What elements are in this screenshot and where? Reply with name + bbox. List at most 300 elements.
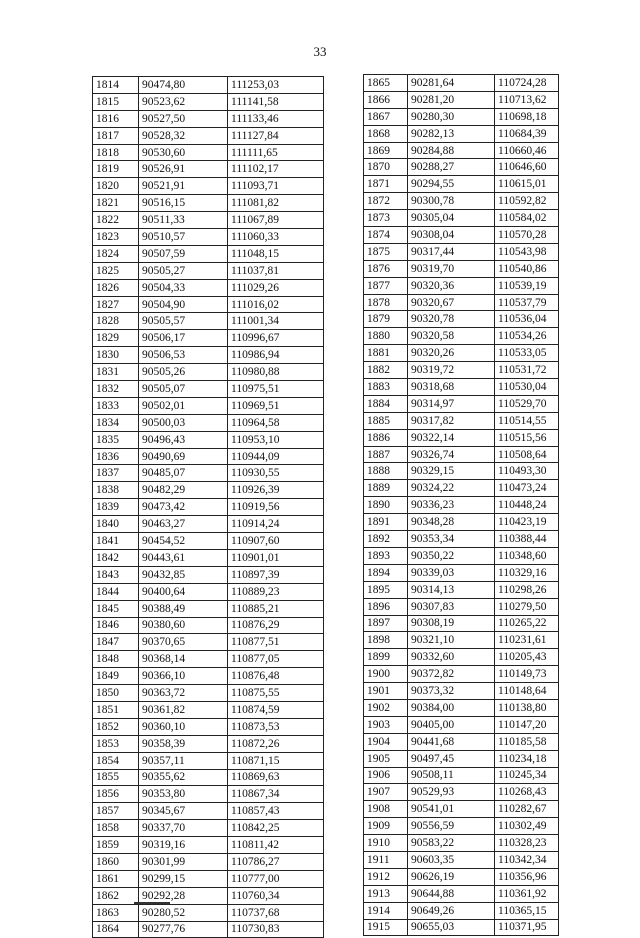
point-number-cell: 1896 xyxy=(364,598,408,615)
table-row xyxy=(364,497,559,514)
table-body xyxy=(364,75,559,936)
point-number-cell: 1867 xyxy=(364,108,408,125)
y-coordinate-cell: 111141,58 xyxy=(228,93,324,110)
table-row xyxy=(93,381,324,398)
y-coordinate-cell: 110876,48 xyxy=(228,668,324,685)
point-number-cell: 1837 xyxy=(93,465,139,482)
x-coordinate-cell: 90655,03 xyxy=(408,919,495,936)
x-coordinate-cell: 90516,15 xyxy=(139,195,228,212)
table-row xyxy=(93,718,324,735)
y-coordinate-cell: 110148,64 xyxy=(495,683,559,700)
point-number-cell: 1905 xyxy=(364,750,408,767)
y-coordinate-cell: 110328,23 xyxy=(495,835,559,852)
point-number-cell: 1844 xyxy=(93,583,139,600)
y-coordinate-cell: 110889,23 xyxy=(228,583,324,600)
table-row xyxy=(93,516,324,533)
x-coordinate-cell: 90319,70 xyxy=(408,260,495,277)
y-coordinate-cell: 110329,16 xyxy=(495,564,559,581)
point-number-cell: 1859 xyxy=(93,837,139,854)
y-coordinate-cell: 110964,58 xyxy=(228,414,324,431)
y-coordinate-cell: 111093,71 xyxy=(228,178,324,195)
point-number-cell: 1832 xyxy=(93,381,139,398)
point-number-cell: 1901 xyxy=(364,683,408,700)
x-coordinate-cell: 90508,11 xyxy=(408,767,495,784)
point-number-cell: 1842 xyxy=(93,549,139,566)
y-coordinate-cell: 110857,43 xyxy=(228,803,324,820)
y-coordinate-cell: 110919,56 xyxy=(228,499,324,516)
table-row xyxy=(364,227,559,244)
table-row xyxy=(93,178,324,195)
y-coordinate-cell: 110348,60 xyxy=(495,547,559,564)
x-coordinate-cell: 90649,26 xyxy=(408,902,495,919)
table-row xyxy=(364,699,559,716)
x-coordinate-cell: 90321,10 xyxy=(408,632,495,649)
x-coordinate-cell: 90284,88 xyxy=(408,142,495,159)
y-coordinate-cell: 111253,03 xyxy=(228,77,324,94)
point-number-cell: 1873 xyxy=(364,210,408,227)
y-coordinate-cell: 110872,26 xyxy=(228,735,324,752)
point-number-cell: 1821 xyxy=(93,195,139,212)
x-coordinate-cell: 90441,68 xyxy=(408,733,495,750)
point-number-cell: 1883 xyxy=(364,379,408,396)
y-coordinate-cell: 110149,73 xyxy=(495,666,559,683)
y-coordinate-cell: 110584,02 xyxy=(495,210,559,227)
table-row xyxy=(93,837,324,854)
table-row xyxy=(93,110,324,127)
table-row xyxy=(364,851,559,868)
table-row xyxy=(93,431,324,448)
table-row xyxy=(364,75,559,92)
x-coordinate-cell: 90504,90 xyxy=(139,296,228,313)
x-coordinate-cell: 90348,28 xyxy=(408,514,495,531)
table-row xyxy=(93,887,324,904)
x-coordinate-cell: 90288,27 xyxy=(408,159,495,176)
y-coordinate-cell: 111060,33 xyxy=(228,229,324,246)
x-coordinate-cell: 90372,82 xyxy=(408,666,495,683)
table-row xyxy=(364,716,559,733)
point-number-cell: 1868 xyxy=(364,125,408,142)
table-row xyxy=(93,245,324,262)
point-number-cell: 1849 xyxy=(93,668,139,685)
y-coordinate-cell: 110875,55 xyxy=(228,685,324,702)
y-coordinate-cell: 110493,30 xyxy=(495,463,559,480)
y-coordinate-cell: 110508,64 xyxy=(495,446,559,463)
x-coordinate-cell: 90541,01 xyxy=(408,801,495,818)
point-number-cell: 1860 xyxy=(93,853,139,870)
point-number-cell: 1847 xyxy=(93,634,139,651)
table-row xyxy=(364,108,559,125)
y-coordinate-cell: 110531,72 xyxy=(495,362,559,379)
point-number-cell: 1904 xyxy=(364,733,408,750)
table-row xyxy=(93,195,324,212)
table-row xyxy=(93,600,324,617)
x-coordinate-cell: 90280,52 xyxy=(139,904,228,921)
y-coordinate-cell: 110944,09 xyxy=(228,448,324,465)
table-row xyxy=(364,311,559,328)
y-coordinate-cell: 110969,51 xyxy=(228,397,324,414)
y-coordinate-cell: 110760,34 xyxy=(228,887,324,904)
point-number-cell: 1906 xyxy=(364,767,408,784)
y-coordinate-cell: 110698,18 xyxy=(495,108,559,125)
y-coordinate-cell: 110996,67 xyxy=(228,330,324,347)
point-number-cell: 1899 xyxy=(364,649,408,666)
point-number-cell: 1826 xyxy=(93,279,139,296)
x-coordinate-cell: 90366,10 xyxy=(139,668,228,685)
table-row xyxy=(93,262,324,279)
y-coordinate-cell: 110361,92 xyxy=(495,885,559,902)
point-number-cell: 1825 xyxy=(93,262,139,279)
table-row xyxy=(364,142,559,159)
y-coordinate-cell: 110234,18 xyxy=(495,750,559,767)
x-coordinate-cell: 90505,07 xyxy=(139,381,228,398)
y-coordinate-cell: 110930,55 xyxy=(228,465,324,482)
x-coordinate-cell: 90521,91 xyxy=(139,178,228,195)
table-row xyxy=(93,499,324,516)
point-number-cell: 1872 xyxy=(364,193,408,210)
table-row xyxy=(93,229,324,246)
x-coordinate-cell: 90497,45 xyxy=(408,750,495,767)
y-coordinate-cell: 110473,24 xyxy=(495,480,559,497)
x-coordinate-cell: 90626,19 xyxy=(408,868,495,885)
point-number-cell: 1858 xyxy=(93,820,139,837)
y-coordinate-cell: 110534,26 xyxy=(495,328,559,345)
x-coordinate-cell: 90485,07 xyxy=(139,465,228,482)
y-coordinate-cell: 110530,04 xyxy=(495,379,559,396)
x-coordinate-cell: 90299,15 xyxy=(139,870,228,887)
y-coordinate-cell: 110897,39 xyxy=(228,566,324,583)
table-row xyxy=(93,870,324,887)
table-row xyxy=(364,412,559,429)
table-row xyxy=(93,212,324,229)
x-coordinate-cell: 90280,30 xyxy=(408,108,495,125)
table-row xyxy=(93,330,324,347)
table-row xyxy=(364,835,559,852)
table-row xyxy=(364,581,559,598)
table-row xyxy=(364,260,559,277)
point-number-cell: 1870 xyxy=(364,159,408,176)
point-number-cell: 1878 xyxy=(364,294,408,311)
y-coordinate-cell: 110371,95 xyxy=(495,919,559,936)
y-coordinate-cell: 110724,28 xyxy=(495,75,559,92)
x-coordinate-cell: 90307,83 xyxy=(408,598,495,615)
table-row xyxy=(364,125,559,142)
y-coordinate-cell: 110811,42 xyxy=(228,837,324,854)
point-number-cell: 1839 xyxy=(93,499,139,516)
point-number-cell: 1897 xyxy=(364,615,408,632)
x-coordinate-cell: 90523,62 xyxy=(139,93,228,110)
table-row xyxy=(364,598,559,615)
point-number-cell: 1863 xyxy=(93,904,139,921)
x-coordinate-cell: 90506,17 xyxy=(139,330,228,347)
point-number-cell: 1888 xyxy=(364,463,408,480)
point-number-cell: 1866 xyxy=(364,91,408,108)
x-coordinate-cell: 90337,70 xyxy=(139,820,228,837)
x-coordinate-cell: 90370,65 xyxy=(139,634,228,651)
point-number-cell: 1890 xyxy=(364,497,408,514)
x-coordinate-cell: 90528,32 xyxy=(139,127,228,144)
y-coordinate-cell: 111081,82 xyxy=(228,195,324,212)
x-coordinate-cell: 90500,03 xyxy=(139,414,228,431)
table-row xyxy=(364,193,559,210)
point-number-cell: 1915 xyxy=(364,919,408,936)
x-coordinate-cell: 90361,82 xyxy=(139,701,228,718)
y-coordinate-cell: 110302,49 xyxy=(495,818,559,835)
x-coordinate-cell: 90506,53 xyxy=(139,347,228,364)
table-row xyxy=(93,397,324,414)
x-coordinate-cell: 90294,55 xyxy=(408,176,495,193)
point-number-cell: 1895 xyxy=(364,581,408,598)
point-number-cell: 1833 xyxy=(93,397,139,414)
y-coordinate-cell: 110448,24 xyxy=(495,497,559,514)
x-coordinate-cell: 90368,14 xyxy=(139,651,228,668)
point-number-cell: 1910 xyxy=(364,835,408,852)
point-number-cell: 1862 xyxy=(93,887,139,904)
x-coordinate-cell: 90505,26 xyxy=(139,364,228,381)
table-row xyxy=(93,685,324,702)
y-coordinate-cell: 110646,60 xyxy=(495,159,559,176)
table-row xyxy=(93,786,324,803)
y-coordinate-cell: 111111,65 xyxy=(228,144,324,161)
table-row xyxy=(364,210,559,227)
point-number-cell: 1876 xyxy=(364,260,408,277)
x-coordinate-cell: 90644,88 xyxy=(408,885,495,902)
table-row xyxy=(93,583,324,600)
x-coordinate-cell: 90320,36 xyxy=(408,277,495,294)
table-row xyxy=(93,566,324,583)
y-coordinate-cell: 110536,04 xyxy=(495,311,559,328)
y-coordinate-cell: 110529,70 xyxy=(495,395,559,412)
x-coordinate-cell: 90400,64 xyxy=(139,583,228,600)
table-row xyxy=(93,93,324,110)
y-coordinate-cell: 110533,05 xyxy=(495,345,559,362)
table-row xyxy=(364,818,559,835)
y-coordinate-cell: 110926,39 xyxy=(228,482,324,499)
y-coordinate-cell: 110537,79 xyxy=(495,294,559,311)
table-row xyxy=(364,649,559,666)
table-row xyxy=(364,277,559,294)
table-row xyxy=(93,77,324,94)
y-coordinate-cell: 111016,02 xyxy=(228,296,324,313)
point-number-cell: 1834 xyxy=(93,414,139,431)
table-row xyxy=(364,547,559,564)
y-coordinate-cell: 110975,51 xyxy=(228,381,324,398)
point-number-cell: 1903 xyxy=(364,716,408,733)
x-coordinate-cell: 90357,11 xyxy=(139,752,228,769)
x-coordinate-cell: 90603,35 xyxy=(408,851,495,868)
y-coordinate-cell: 110885,21 xyxy=(228,600,324,617)
point-number-cell: 1835 xyxy=(93,431,139,448)
table-row xyxy=(93,904,324,921)
y-coordinate-cell: 110540,86 xyxy=(495,260,559,277)
y-coordinate-cell: 110615,01 xyxy=(495,176,559,193)
table-row xyxy=(93,533,324,550)
y-coordinate-cell: 110869,63 xyxy=(228,769,324,786)
y-coordinate-cell: 110231,61 xyxy=(495,632,559,649)
table-row xyxy=(93,448,324,465)
table-row xyxy=(364,564,559,581)
point-number-cell: 1840 xyxy=(93,516,139,533)
point-number-cell: 1827 xyxy=(93,296,139,313)
x-coordinate-cell: 90443,61 xyxy=(139,549,228,566)
table-row xyxy=(364,379,559,396)
point-number-cell: 1857 xyxy=(93,803,139,820)
y-coordinate-cell: 110777,00 xyxy=(228,870,324,887)
table-body xyxy=(93,77,324,938)
x-coordinate-cell: 90319,16 xyxy=(139,837,228,854)
point-number-cell: 1831 xyxy=(93,364,139,381)
table-row xyxy=(364,666,559,683)
point-number-cell: 1887 xyxy=(364,446,408,463)
table-row xyxy=(93,803,324,820)
point-number-cell: 1836 xyxy=(93,448,139,465)
point-number-cell: 1850 xyxy=(93,685,139,702)
x-coordinate-cell: 90345,67 xyxy=(139,803,228,820)
page-number: 33 xyxy=(313,44,327,59)
x-coordinate-cell: 90380,60 xyxy=(139,617,228,634)
table-row xyxy=(93,853,324,870)
x-coordinate-cell: 90332,60 xyxy=(408,649,495,666)
table-row xyxy=(93,279,324,296)
y-coordinate-cell: 111127,84 xyxy=(228,127,324,144)
table-row xyxy=(93,465,324,482)
x-coordinate-cell: 90529,93 xyxy=(408,784,495,801)
point-number-cell: 1908 xyxy=(364,801,408,818)
point-number-cell: 1848 xyxy=(93,651,139,668)
table-row xyxy=(364,750,559,767)
y-coordinate-cell: 110953,10 xyxy=(228,431,324,448)
x-coordinate-cell: 90505,57 xyxy=(139,313,228,330)
point-number-cell: 1871 xyxy=(364,176,408,193)
point-number-cell: 1861 xyxy=(93,870,139,887)
point-number-cell: 1846 xyxy=(93,617,139,634)
point-number-cell: 1824 xyxy=(93,245,139,262)
point-number-cell: 1838 xyxy=(93,482,139,499)
y-coordinate-cell: 110842,25 xyxy=(228,820,324,837)
x-coordinate-cell: 90314,97 xyxy=(408,395,495,412)
point-number-cell: 1900 xyxy=(364,666,408,683)
y-coordinate-cell: 110388,44 xyxy=(495,531,559,548)
x-coordinate-cell: 90556,59 xyxy=(408,818,495,835)
y-coordinate-cell: 110539,19 xyxy=(495,277,559,294)
point-number-cell: 1820 xyxy=(93,178,139,195)
y-coordinate-cell: 110570,28 xyxy=(495,227,559,244)
point-number-cell: 1815 xyxy=(93,93,139,110)
point-number-cell: 1853 xyxy=(93,735,139,752)
x-coordinate-cell: 90324,22 xyxy=(408,480,495,497)
table-row xyxy=(93,752,324,769)
x-coordinate-cell: 90322,14 xyxy=(408,429,495,446)
x-coordinate-cell: 90300,78 xyxy=(408,193,495,210)
point-number-cell: 1822 xyxy=(93,212,139,229)
table-row xyxy=(364,919,559,936)
point-number-cell: 1823 xyxy=(93,229,139,246)
x-coordinate-cell: 90339,03 xyxy=(408,564,495,581)
point-number-cell: 1869 xyxy=(364,142,408,159)
table-row xyxy=(93,296,324,313)
point-number-cell: 1851 xyxy=(93,701,139,718)
x-coordinate-cell: 90507,59 xyxy=(139,245,228,262)
point-number-cell: 1891 xyxy=(364,514,408,531)
x-coordinate-cell: 90318,68 xyxy=(408,379,495,396)
x-coordinate-cell: 90502,01 xyxy=(139,397,228,414)
x-coordinate-cell: 90281,20 xyxy=(408,91,495,108)
point-number-cell: 1828 xyxy=(93,313,139,330)
x-coordinate-cell: 90526,91 xyxy=(139,161,228,178)
point-number-cell: 1914 xyxy=(364,902,408,919)
x-coordinate-cell: 90305,04 xyxy=(408,210,495,227)
point-number-cell: 1898 xyxy=(364,632,408,649)
table-row xyxy=(93,161,324,178)
table-row xyxy=(364,429,559,446)
y-coordinate-cell: 110874,59 xyxy=(228,701,324,718)
y-coordinate-cell: 111029,26 xyxy=(228,279,324,296)
y-coordinate-cell: 110914,24 xyxy=(228,516,324,533)
table-row xyxy=(364,159,559,176)
y-coordinate-cell: 110279,50 xyxy=(495,598,559,615)
table-row xyxy=(364,362,559,379)
x-coordinate-cell: 90358,39 xyxy=(139,735,228,752)
y-coordinate-cell: 110298,26 xyxy=(495,581,559,598)
point-number-cell: 1855 xyxy=(93,769,139,786)
x-coordinate-cell: 90277,76 xyxy=(139,921,228,938)
y-coordinate-cell: 110877,05 xyxy=(228,651,324,668)
y-coordinate-cell: 110147,20 xyxy=(495,716,559,733)
table-row xyxy=(364,733,559,750)
point-number-cell: 1913 xyxy=(364,885,408,902)
x-coordinate-cell: 90350,22 xyxy=(408,547,495,564)
table-row xyxy=(364,514,559,531)
x-coordinate-cell: 90504,33 xyxy=(139,279,228,296)
x-coordinate-cell: 90482,29 xyxy=(139,482,228,499)
y-coordinate-cell: 110730,83 xyxy=(228,921,324,938)
point-number-cell: 1865 xyxy=(364,75,408,92)
table-row xyxy=(364,463,559,480)
table-row xyxy=(364,632,559,649)
point-number-cell: 1875 xyxy=(364,243,408,260)
x-coordinate-cell: 90319,72 xyxy=(408,362,495,379)
x-coordinate-cell: 90510,57 xyxy=(139,229,228,246)
y-coordinate-cell: 110543,98 xyxy=(495,243,559,260)
table-row xyxy=(364,328,559,345)
y-coordinate-cell: 110786,27 xyxy=(228,853,324,870)
point-number-cell: 1884 xyxy=(364,395,408,412)
point-number-cell: 1909 xyxy=(364,818,408,835)
point-number-cell: 1864 xyxy=(93,921,139,938)
table-row xyxy=(93,127,324,144)
table-row xyxy=(364,885,559,902)
y-coordinate-cell: 110205,43 xyxy=(495,649,559,666)
coordinates-table-left xyxy=(92,76,324,938)
table-row xyxy=(364,243,559,260)
y-coordinate-cell: 110265,22 xyxy=(495,615,559,632)
point-number-cell: 1886 xyxy=(364,429,408,446)
y-coordinate-cell: 110282,67 xyxy=(495,801,559,818)
x-coordinate-cell: 90317,44 xyxy=(408,243,495,260)
y-coordinate-cell: 111102,17 xyxy=(228,161,324,178)
x-coordinate-cell: 90583,22 xyxy=(408,835,495,852)
point-number-cell: 1852 xyxy=(93,718,139,735)
y-coordinate-cell: 110245,34 xyxy=(495,767,559,784)
x-coordinate-cell: 90329,15 xyxy=(408,463,495,480)
x-coordinate-cell: 90527,50 xyxy=(139,110,228,127)
table-row xyxy=(93,735,324,752)
point-number-cell: 1874 xyxy=(364,227,408,244)
table-row xyxy=(93,313,324,330)
x-coordinate-cell: 90326,74 xyxy=(408,446,495,463)
table-row xyxy=(364,345,559,362)
x-coordinate-cell: 90353,34 xyxy=(408,531,495,548)
table-row xyxy=(93,482,324,499)
